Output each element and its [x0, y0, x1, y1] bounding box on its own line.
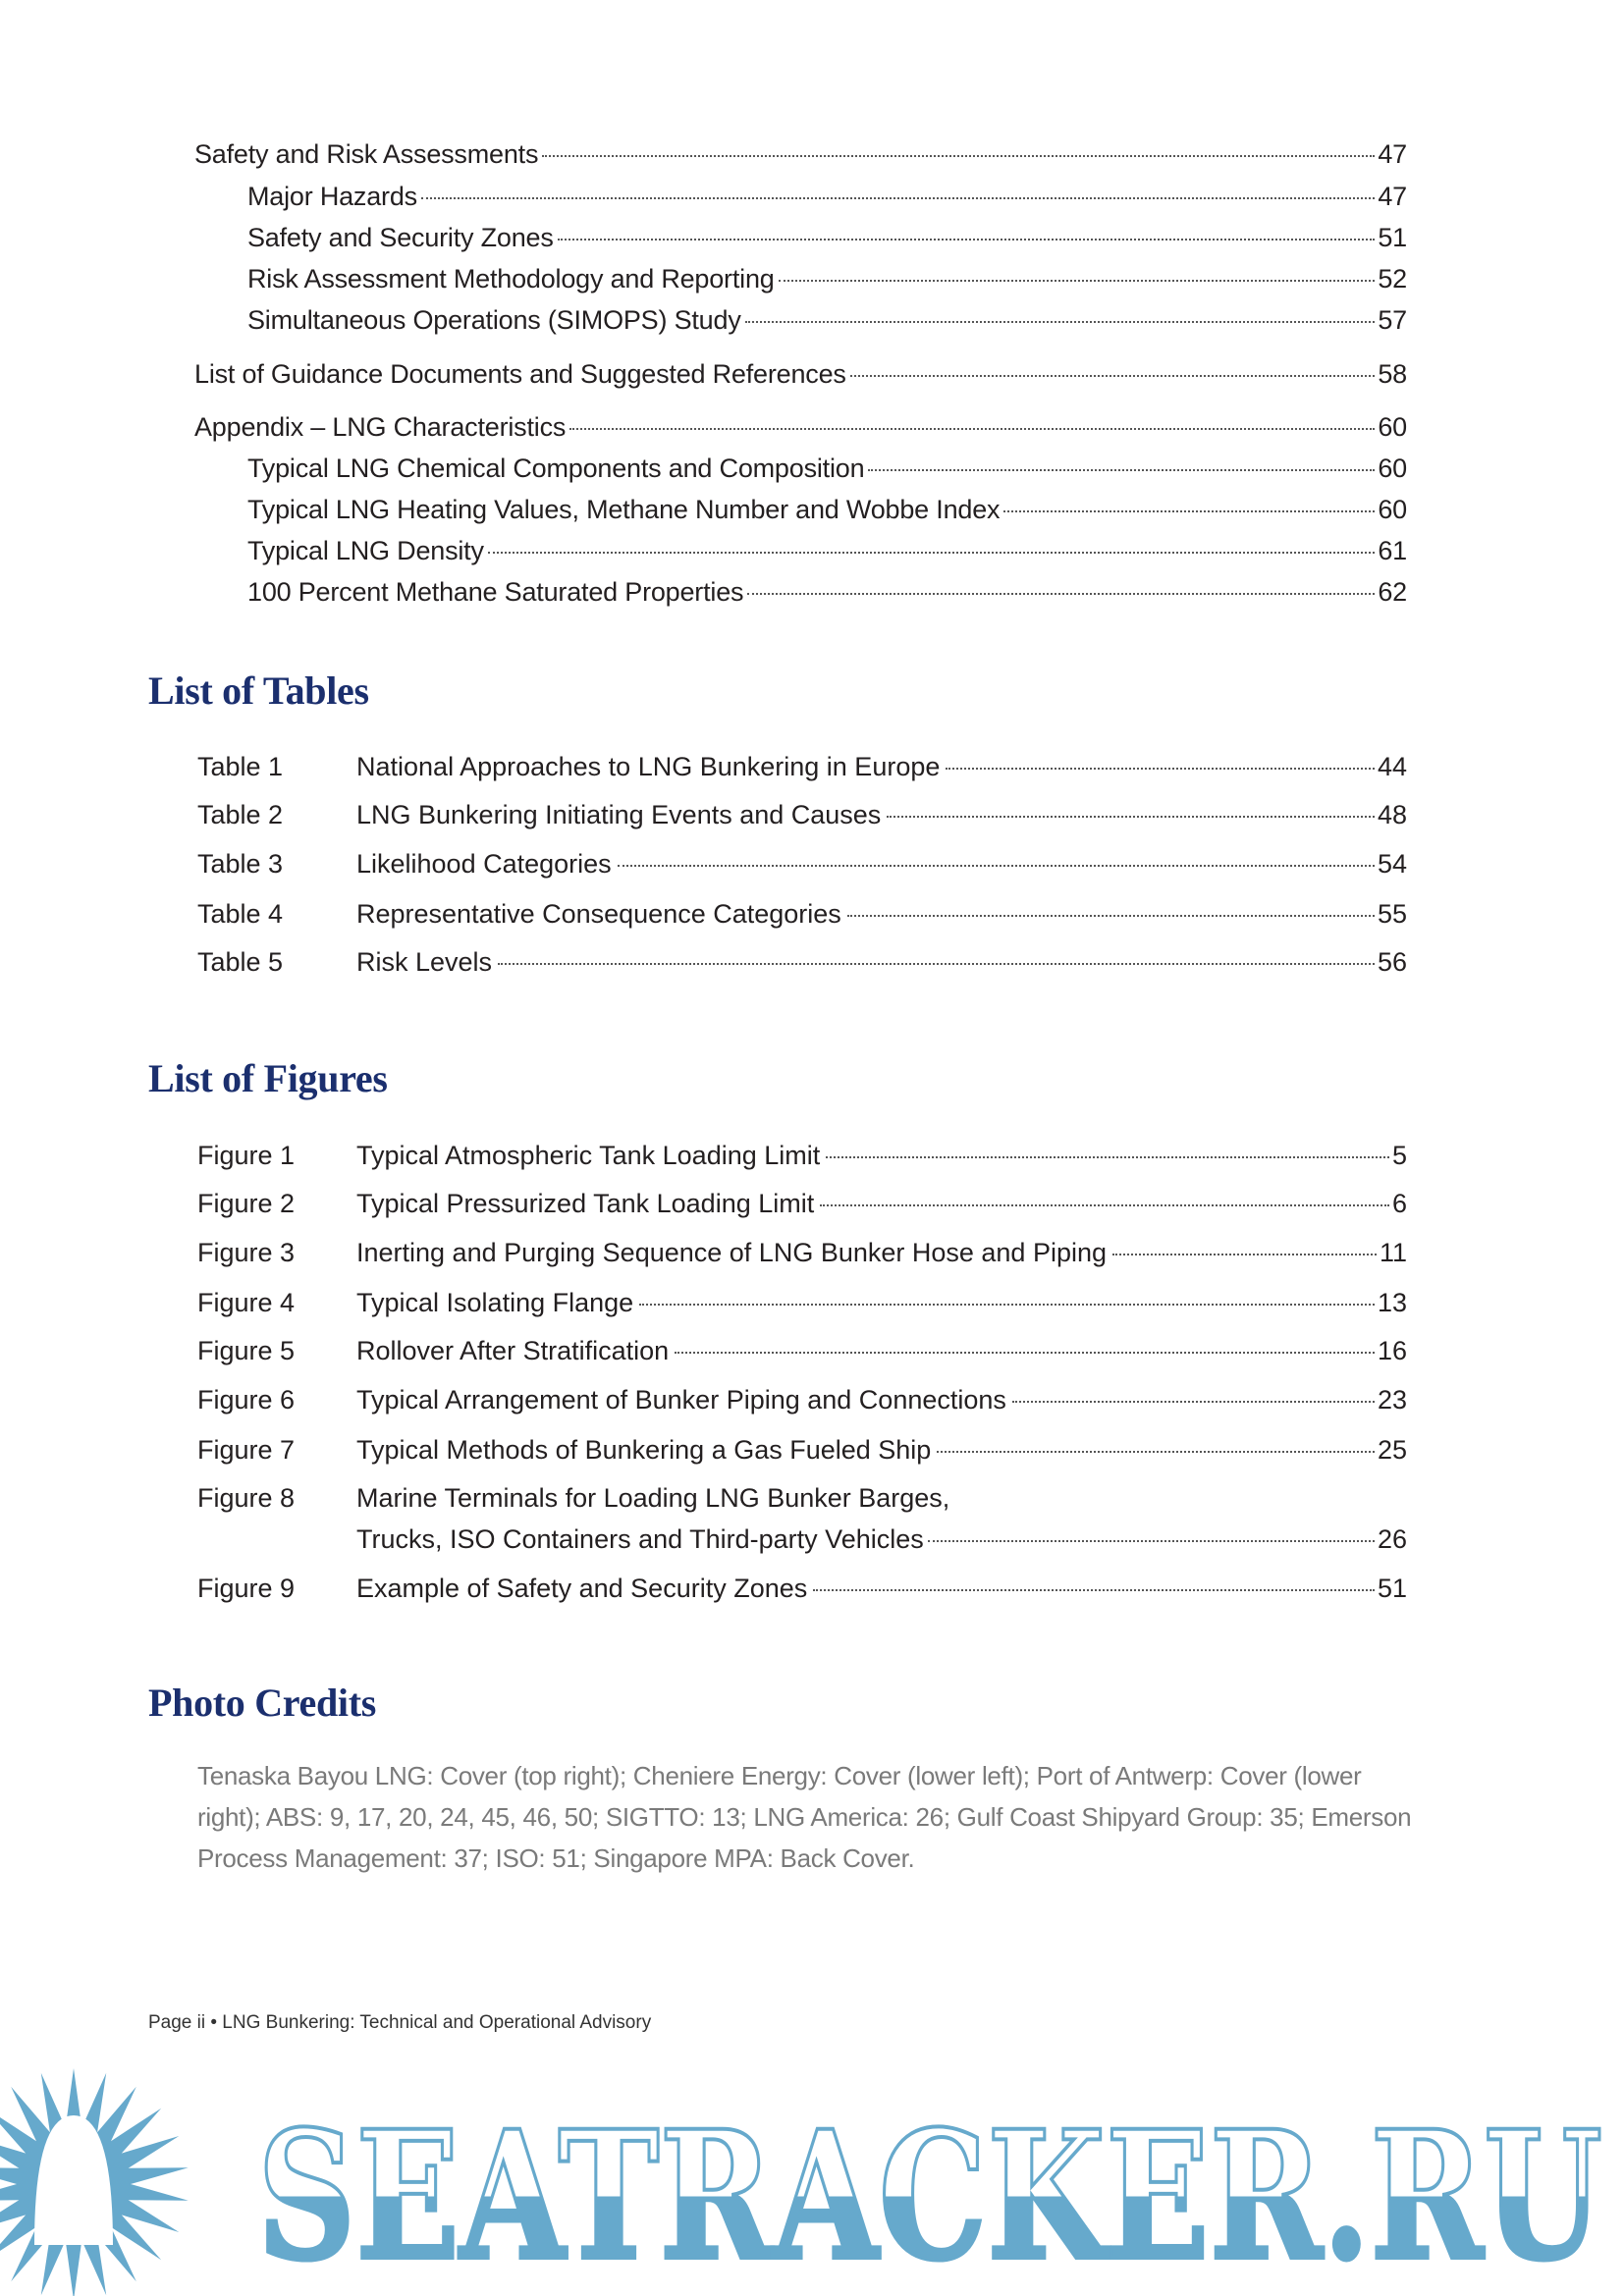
entry-title: National Approaches to LNG Bunkering in Europe [356, 752, 941, 781]
toc-title: 100 Percent Methane Saturated Properties [247, 577, 744, 607]
toc-page: 47 [1378, 139, 1407, 169]
toc-entry[interactable] [194, 357, 1407, 391]
dot-leader [618, 865, 1375, 867]
entry-page: 44 [1377, 752, 1407, 781]
toc-title: Major Hazards [247, 182, 417, 211]
toc-title: Typical LNG Density [247, 536, 484, 565]
entry-page: 5 [1391, 1141, 1407, 1170]
figure-entry[interactable] [197, 1433, 1407, 1467]
entry-title: Inerting and Purging Sequence of LNG Bunker Hose and Piping [356, 1238, 1108, 1267]
toc-title: Appendix – LNG Characteristics [194, 412, 567, 442]
entry-label: Figure 3 [197, 1238, 296, 1267]
sun-icon [0, 2068, 189, 2296]
entry-label: Figure 6 [197, 1385, 296, 1415]
toc-entry[interactable] [194, 410, 1407, 444]
toc-title: Typical LNG Heating Values, Methane Number and Wobbe Index [247, 495, 1001, 524]
entry-label: Figure 4 [197, 1288, 296, 1317]
toc-title: List of Guidance Documents and Suggested References [194, 359, 846, 389]
toc-entry[interactable] [247, 575, 1407, 609]
entry-title: Typical Methods of Bunkering a Gas Fueled Ship [356, 1435, 932, 1465]
table-entry[interactable] [197, 897, 1407, 931]
entry-page: 23 [1377, 1385, 1407, 1415]
entry-page: 48 [1377, 800, 1407, 829]
watermark-text: SEATRACKER.RU [257, 2093, 1602, 2296]
entry-page: 25 [1377, 1435, 1407, 1465]
entry-label: Figure 1 [197, 1141, 296, 1170]
toc-page: 60 [1378, 454, 1407, 483]
entry-title: Typical Arrangement of Bunker Piping and Connections [356, 1385, 1006, 1415]
table-entry[interactable] [197, 750, 1407, 783]
figure-entry[interactable] [197, 1139, 1407, 1172]
entry-title-cont: Trucks, ISO Containers and Third-party Vehicles [356, 1524, 924, 1554]
dot-leader [745, 321, 1376, 323]
entry-page: 56 [1377, 947, 1407, 977]
entry-title: LNG Bunkering Initiating Events and Causes [356, 800, 882, 829]
entry-label: Figure 7 [197, 1435, 296, 1465]
dot-leader [421, 197, 1375, 199]
toc-page: 60 [1378, 495, 1407, 524]
figure-entry-continued[interactable] [356, 1522, 1407, 1556]
dot-leader [747, 593, 1375, 595]
toc-entry[interactable] [194, 137, 1407, 171]
figure-entry[interactable] [197, 1187, 1407, 1220]
dot-leader [937, 1451, 1375, 1453]
toc-entry[interactable] [247, 180, 1407, 213]
entry-page: 26 [1377, 1524, 1407, 1554]
dot-leader [820, 1204, 1389, 1206]
dot-leader [558, 239, 1376, 240]
watermark-logo [0, 2061, 1624, 2296]
dot-leader [850, 375, 1376, 377]
entry-page: 16 [1377, 1336, 1407, 1365]
toc-page: 52 [1378, 264, 1407, 294]
entry-label: Figure 8 [197, 1483, 296, 1513]
toc-entry[interactable] [247, 534, 1407, 567]
entry-label: Table 4 [197, 899, 284, 929]
figure-entry[interactable] [197, 1286, 1407, 1319]
entry-page: 11 [1379, 1238, 1407, 1267]
dot-leader [826, 1156, 1389, 1158]
entry-page: 55 [1377, 899, 1407, 929]
toc-title: Safety and Security Zones [247, 223, 554, 252]
photo-credits-text: Tenaska Bayou LNG: Cover (top right); Cheniere Energy: Cover (lower left); Port of Antwerp: Cover (lower right); ABS: 9, 17, 20, 24, 45, 46, 50; SIGTTO: 13; LNG America: 26; Gulf Coast Shipyard Group: 35; Emerson Process Management: 37; ISO: 51; Singapore MPA: Back Cover. [197, 1761, 1412, 1873]
dot-leader [542, 155, 1375, 157]
toc-page: 62 [1378, 577, 1407, 607]
toc-title: Safety and Risk Assessments [194, 139, 539, 169]
entry-label: Figure 2 [197, 1189, 296, 1218]
entry-title: Rollover After Stratification [356, 1336, 670, 1365]
dot-leader [928, 1540, 1375, 1542]
toc-entry[interactable] [247, 303, 1407, 337]
entry-label: Table 1 [197, 752, 284, 781]
dot-leader [946, 768, 1375, 770]
dot-leader [847, 915, 1375, 917]
toc-entry[interactable] [247, 262, 1407, 295]
entry-label: Table 3 [197, 849, 284, 879]
entry-title: Likelihood Categories [356, 849, 612, 879]
entry-label: Table 2 [197, 800, 284, 829]
table-entry[interactable] [197, 798, 1407, 831]
list-of-figures-heading: List of Figures [148, 1056, 388, 1100]
figure-entry[interactable] [197, 1383, 1407, 1416]
dot-leader [498, 963, 1375, 965]
toc-entry[interactable] [247, 452, 1407, 485]
entry-page: 54 [1377, 849, 1407, 879]
dot-leader [813, 1589, 1375, 1591]
table-entry[interactable] [197, 847, 1407, 881]
entry-label: Figure 5 [197, 1336, 296, 1365]
entry-label: Table 5 [197, 947, 284, 977]
toc-title: Typical LNG Chemical Components and Composition [247, 454, 865, 483]
toc-page: 57 [1378, 305, 1407, 335]
entry-label: Figure 9 [197, 1574, 296, 1603]
toc-page: 58 [1378, 359, 1407, 389]
toc-page: 60 [1378, 412, 1407, 442]
dot-leader [1003, 510, 1375, 512]
dot-leader [675, 1352, 1375, 1354]
entry-title: Risk Levels [356, 947, 493, 977]
entry-title: Marine Terminals for Loading LNG Bunker Barges, [356, 1483, 950, 1513]
entry-title: Typical Pressurized Tank Loading Limit [356, 1189, 815, 1218]
figure-entry[interactable] [197, 1481, 1407, 1515]
entry-title: Typical Atmospheric Tank Loading Limit [356, 1141, 821, 1170]
entry-page: 6 [1391, 1189, 1407, 1218]
dot-leader [569, 428, 1375, 430]
dot-leader [868, 469, 1375, 471]
toc-entry[interactable] [247, 493, 1407, 526]
dot-leader [779, 280, 1376, 282]
toc-title: Simultaneous Operations (SIMOPS) Study [247, 305, 741, 335]
dot-leader [887, 816, 1375, 818]
entry-page: 13 [1377, 1288, 1407, 1317]
toc-page: 47 [1378, 182, 1407, 211]
toc-title: Risk Assessment Methodology and Reporting [247, 264, 775, 294]
dot-leader [488, 552, 1376, 554]
entry-page: 51 [1377, 1574, 1407, 1603]
entry-title: Example of Safety and Security Zones [356, 1574, 808, 1603]
entry-title: Representative Consequence Categories [356, 899, 841, 929]
photo-credits-heading: Photo Credits [148, 1681, 377, 1725]
list-of-tables-heading: List of Tables [148, 668, 369, 713]
dot-leader [639, 1304, 1375, 1306]
page-footer: Page ii • LNG Bunkering: Technical and Operational Advisory [148, 2012, 652, 2033]
toc-page: 61 [1378, 536, 1407, 565]
dot-leader [1012, 1401, 1375, 1403]
toc-page: 51 [1378, 223, 1407, 252]
entry-title: Typical Isolating Flange [356, 1288, 634, 1317]
figure-entry[interactable] [197, 1236, 1407, 1269]
dot-leader [1112, 1254, 1377, 1255]
figure-entry[interactable] [197, 1572, 1407, 1605]
toc-entry[interactable] [247, 221, 1407, 254]
figure-entry[interactable] [197, 1334, 1407, 1367]
table-entry[interactable] [197, 945, 1407, 979]
